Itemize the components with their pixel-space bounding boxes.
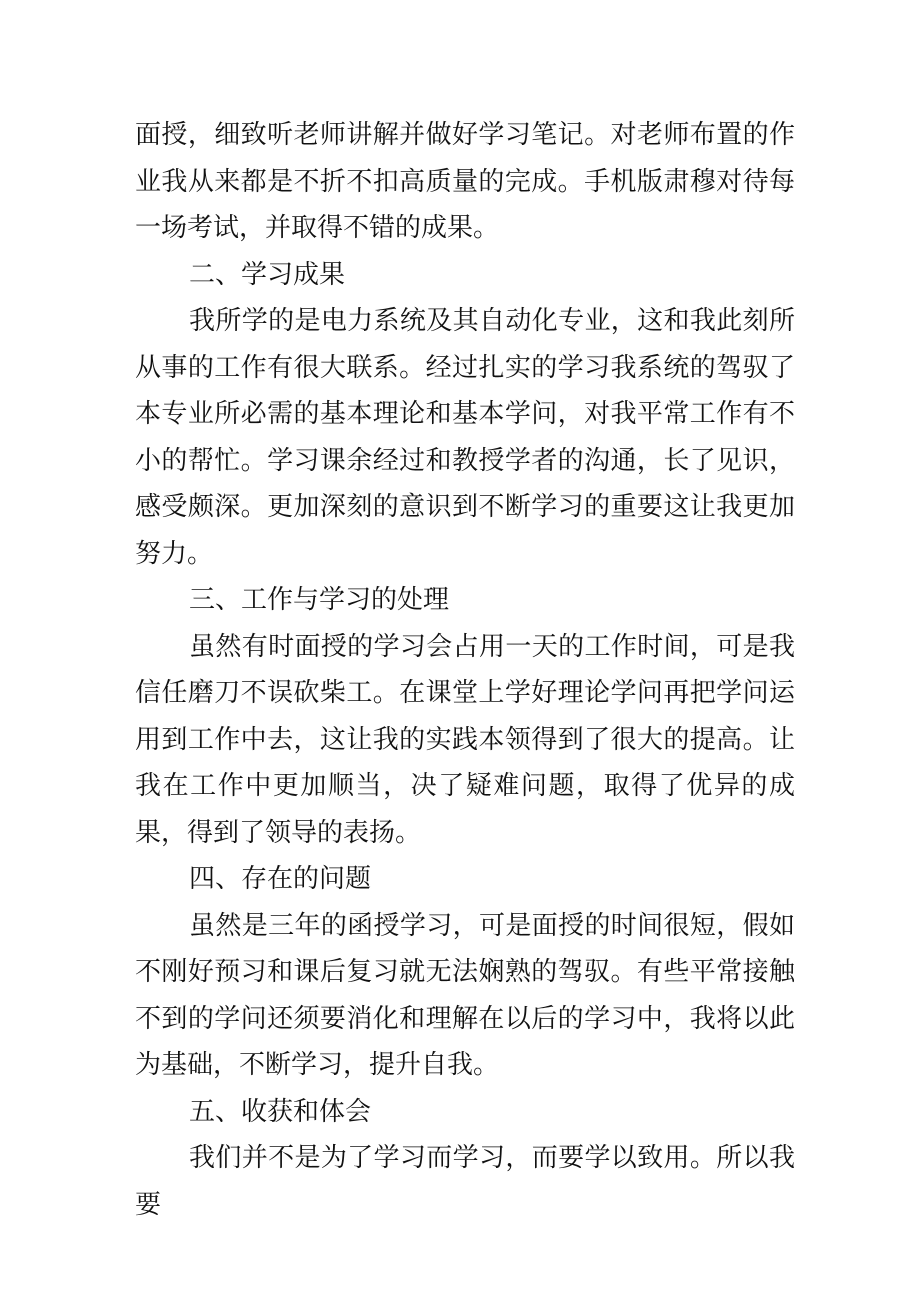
paragraph-work-and-study: 虽然有时面授的学习会占用一天的工作时间，可是我信任磨刀不误砍柴工。在课堂上学好理论学问再把学问运用到工作中去，这让我的实践本领得到了很大的提高。让我在工作中更加顺当，决了疑难问题，取得了优异的成果，得到了领导的表扬。 <box>135 631 795 848</box>
paragraph-gains-and-insights: 我们并不是为了学习而学习，而要学以致用。所以我要 <box>135 1143 795 1220</box>
section-heading-gains-and-insights: 五、收获和体会 <box>189 1096 372 1127</box>
paragraph-learning-results: 我所学的是电力系统及其自动化专业，这和我此刻所从事的工作有很大联系。经过扎实的学习我系统的驾驭了本专业所必需的基本理论和基本学问，对我平常工作有不小的帮忙。学习课余经过和教授学者的沟通，长了见识，感受颇深。更加深刻的意识到不断学习的重要这让我更加努力。 <box>135 306 795 569</box>
section-heading-learning-results: 二、学习成果 <box>189 259 346 290</box>
section-heading-work-and-study: 三、工作与学习的处理 <box>189 585 450 615</box>
document-body <box>135 112 795 1228</box>
section-heading-existing-problems: 四、存在的问题 <box>189 864 372 894</box>
paragraph-existing-problems: 虽然是三年的函授学习，可是面授的时间很短，假如不刚好预习和课后复习就无法娴熟的驾驭。有些平常接触不到的学问还须要消化和理解在以后的学习中，我将以此为基础，不断学习，提升自我。 <box>135 910 795 1080</box>
paragraph-continuation: 面授，细致听老师讲解并做好学习笔记。对老师布置的作业我从来都是不折不扣高质量的完成。手机版肃穆对待每一场考试，并取得不错的成果。 <box>135 120 795 243</box>
